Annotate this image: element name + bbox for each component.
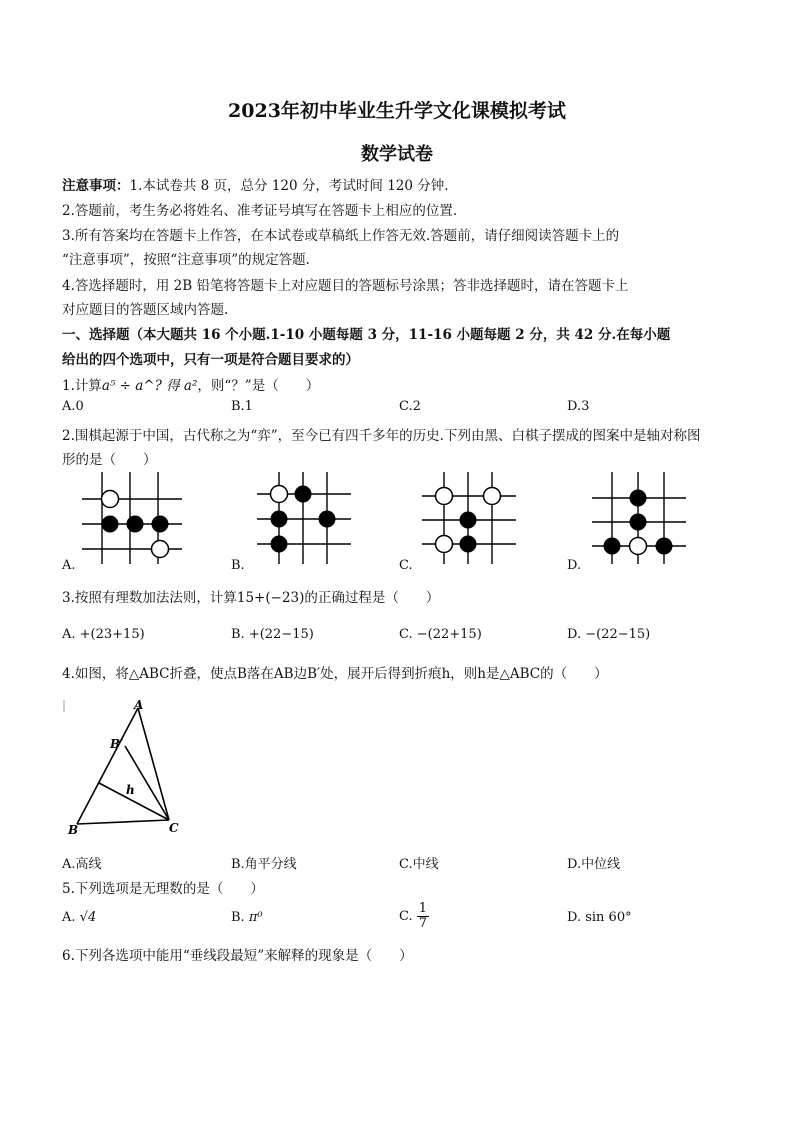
q5-fraction bbox=[417, 902, 429, 931]
q2d-black-stone bbox=[656, 538, 673, 555]
section-heading-b: 给出的四个选项中，只有一项是符合题目要求的） bbox=[62, 352, 359, 368]
notes-label: 注意事项： bbox=[62, 178, 130, 194]
notes-line-4b: 对应题目的答题区域内答题. bbox=[62, 302, 229, 318]
q4-option-c: C.中线 bbox=[399, 857, 439, 872]
q2d-black-stone bbox=[604, 538, 621, 555]
q5-option-c-prefix: C. bbox=[399, 909, 413, 924]
q5-option-b-value: π⁰ bbox=[248, 910, 263, 925]
q1-option-d: D.3 bbox=[567, 399, 590, 414]
q1-option-b: B.1 bbox=[231, 399, 253, 414]
q2b-black-stone bbox=[295, 486, 312, 503]
notes-text-1: 1.本试卷共 8 页，总分 120 分，考试时间 120 分钟. bbox=[129, 178, 449, 194]
q4-option-b: B.角平分线 bbox=[231, 857, 297, 872]
q2c-white-stone bbox=[436, 488, 453, 505]
q2a-white-stone bbox=[152, 541, 169, 558]
q2-stem-a: 2.围棋起源于中国，古代称之为“弈”，至今已有四千多年的历史.下列由黑、白棋子摆成的图案中是轴对称图 bbox=[62, 428, 701, 444]
notes-line-1 bbox=[62, 174, 449, 194]
q2a-white-stone bbox=[102, 491, 119, 508]
q5-option-b bbox=[231, 910, 263, 925]
q3-option-a: A. +(23+15) bbox=[62, 627, 145, 642]
q4-option-d: D.中位线 bbox=[567, 857, 621, 872]
q3-option-c: C. −(22+15) bbox=[399, 627, 482, 642]
q4-label-b-prime: B′ bbox=[110, 737, 124, 751]
q2a-black-stone bbox=[152, 516, 169, 533]
q5-option-a-prefix: A. bbox=[62, 910, 76, 925]
q2-option-b: B. bbox=[231, 558, 245, 573]
q6-stem: 6.下列各选项中能用“垂线段最短”来解释的现象是（ ） bbox=[62, 948, 413, 964]
q4-stem: 4.如图，将△ABC折叠，使点B落在AB边B′处，展开后得到折痕h，则h是△ABC的（ ） bbox=[62, 666, 608, 682]
q2c-black-stone bbox=[460, 512, 477, 529]
q1-stem-suffix: ，则“？”是（ ） bbox=[197, 378, 320, 394]
q2-option-a: A. bbox=[62, 558, 76, 573]
q2-figure-a bbox=[82, 472, 192, 568]
q5-option-b-prefix: B. bbox=[231, 910, 245, 925]
page-title: 2023年初中毕业生升学文化课模拟考试 bbox=[228, 100, 566, 122]
q4-label-c: C bbox=[169, 821, 179, 835]
q2a-black-stone bbox=[102, 516, 119, 533]
q2-stem-b: 形的是（ ） bbox=[62, 452, 157, 468]
q1-stem-prefix: 1.计算 bbox=[62, 378, 102, 394]
notes-line-4a: 4.答选择题时，用 2B 铅笔将答题卡上对应题目的答题标号涂黑；答非选择题时，请在答题卡上 bbox=[62, 278, 629, 294]
q2b-black-stone bbox=[319, 511, 336, 528]
q5-stem: 5.下列选项是无理数的是（ ） bbox=[62, 881, 264, 897]
q3-option-d: D. −(22−15) bbox=[567, 627, 651, 642]
q4-label-h: h bbox=[126, 783, 135, 797]
q4-triangle-figure bbox=[62, 698, 192, 840]
q2d-black-stone bbox=[630, 514, 647, 531]
q2d-black-stone bbox=[630, 490, 647, 507]
q2b-white-stone bbox=[271, 486, 288, 503]
notes-line-3b: “注意事项”，按照“注意事项”的规定答题. bbox=[62, 252, 310, 268]
q4-label-b: B bbox=[68, 823, 79, 837]
q4-option-a: A.高线 bbox=[62, 857, 102, 872]
q2c-white-stone bbox=[436, 536, 453, 553]
q4-label-a: A bbox=[134, 698, 144, 712]
q5-option-d: D. sin 60° bbox=[567, 910, 632, 925]
q5-option-a bbox=[62, 910, 96, 925]
q2b-black-stone bbox=[271, 536, 288, 553]
q2-option-d: D. bbox=[567, 558, 582, 573]
page-subtitle: 数学试卷 bbox=[361, 144, 433, 165]
q2-figure-b bbox=[255, 472, 365, 568]
q2a-black-stone bbox=[127, 516, 144, 533]
q2c-black-stone bbox=[460, 536, 477, 553]
q2-figure-c bbox=[420, 472, 530, 568]
q5-option-a-value: √4 bbox=[79, 910, 97, 925]
q2-option-c: C. bbox=[399, 558, 413, 573]
q1-option-a: A.0 bbox=[62, 399, 84, 414]
q3-stem: 3.按照有理数加法法则，计算15+(−23)的正确过程是（ ） bbox=[62, 590, 440, 606]
q3-option-b: B. +(22−15) bbox=[231, 627, 314, 642]
q5-option-c bbox=[399, 902, 429, 931]
q1-stem bbox=[62, 374, 319, 394]
q5-fraction-numerator: 1 bbox=[418, 901, 428, 916]
q2b-black-stone bbox=[271, 511, 288, 528]
q1-stem-expr: a⁵ ÷ a^? 得 a² bbox=[101, 378, 198, 394]
q2d-white-stone bbox=[630, 538, 647, 555]
section-heading-a: 一、选择题（本大题共 16 个小题.1-10 小题每题 3 分，11-16 小题每题 2 分，共 42 分.在每小题 bbox=[62, 327, 671, 343]
q1-option-c: C.2 bbox=[399, 399, 421, 414]
notes-line-2: 2.答题前，考生务必将姓名、准考证号填写在答题卡上相应的位置. bbox=[62, 203, 458, 219]
q2c-white-stone bbox=[484, 488, 501, 505]
notes-line-3a: 3.所有答案均在答题卡上作答，在本试卷或草稿纸上作答无效.答题前，请仔细阅读答题卡上的 bbox=[62, 228, 620, 244]
q5-fraction-denominator: 7 bbox=[418, 916, 428, 931]
q2-figure-d bbox=[590, 472, 700, 568]
